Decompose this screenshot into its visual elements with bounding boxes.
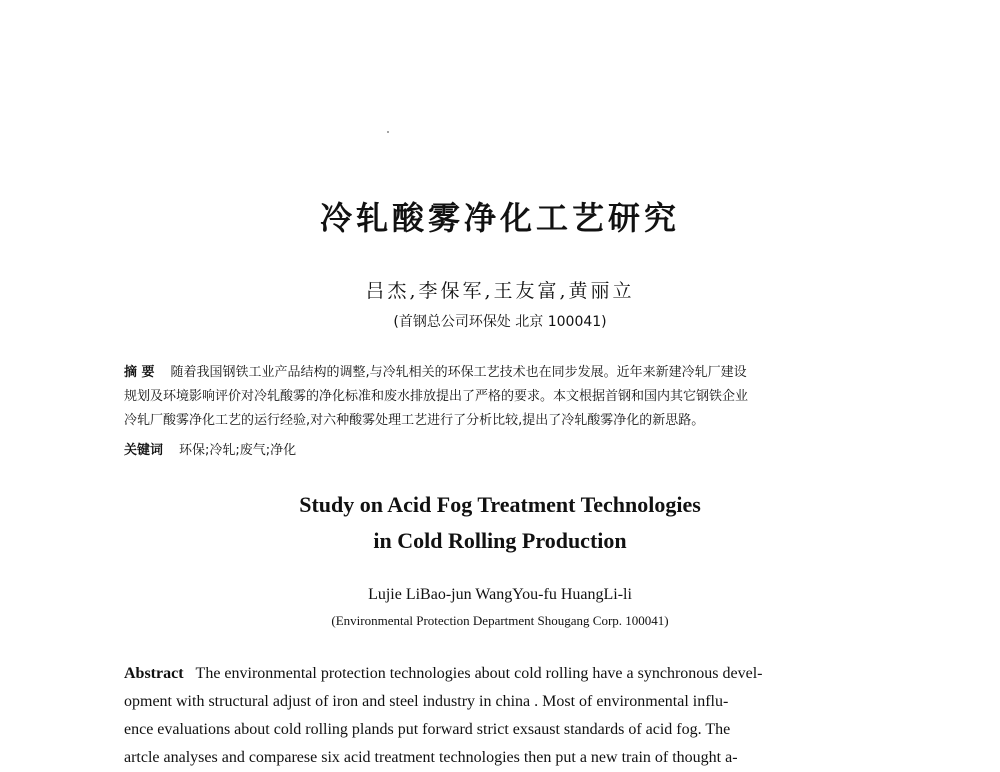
english-title-line-1: Study on Acid Fog Treatment Technologies — [299, 492, 701, 517]
english-title-line-2: in Cold Rolling Production — [373, 528, 627, 553]
english-abstract-line-1: Abstract The environmental protection technologies about cold rolling have a synchronous devel- — [124, 665, 763, 682]
english-abstract-label: Abstract — [124, 665, 184, 682]
chinese-abstract-label: 摘 要 — [124, 365, 155, 380]
chinese-abstract-line-1: 摘 要 随着我国钢铁工业产品结构的调整,与冷轧相关的环保工艺技术也在同步发展。近年来新建冷轧厂建设 — [124, 365, 747, 380]
english-abstract — [124, 660, 876, 772]
english-abstract-line-3: ence evaluations about cold rolling plands put forward strict exsaust standards of acid fog. The — [124, 721, 731, 738]
scan-speck — [387, 131, 389, 133]
chinese-title: 冷轧酸雾净化工艺研究 — [319, 199, 680, 237]
english-abstract-line-4: artcle analyses and comparese six acid treatment technologies then put a new train of thought a- — [124, 749, 738, 766]
english-title — [0, 487, 1000, 559]
chinese-keywords — [124, 439, 296, 458]
chinese-keywords-label: 关键词 — [124, 443, 164, 458]
english-authors: Lujie LiBao-jun WangYou-fu HuangLi-li — [368, 586, 632, 603]
english-affiliation: (Environmental Protection Department Shougang Corp. 100041) — [331, 613, 669, 628]
chinese-abstract — [124, 361, 876, 433]
english-abstract-line-2: opment with structural adjust of iron and steel industry in china . Most of environmental influ- — [124, 693, 729, 710]
chinese-abstract-line-3: 冷轧厂酸雾净化工艺的运行经验,对六种酸雾处理工艺进行了分析比较,提出了冷轧酸雾净化的新思路。 — [124, 413, 705, 428]
chinese-abstract-line-2: 规划及环境影响评价对冷轧酸雾的净化标准和废水排放提出了严格的要求。本文根据首钢和国内其它钢铁企业 — [124, 389, 749, 404]
chinese-authors: 吕杰,李保军,王友富,黄丽立 — [365, 280, 635, 302]
chinese-keywords-text: 环保;冷轧;废气;净化 — [179, 443, 297, 458]
chinese-affiliation: (首钢总公司环保处 北京 100041) — [393, 314, 607, 330]
